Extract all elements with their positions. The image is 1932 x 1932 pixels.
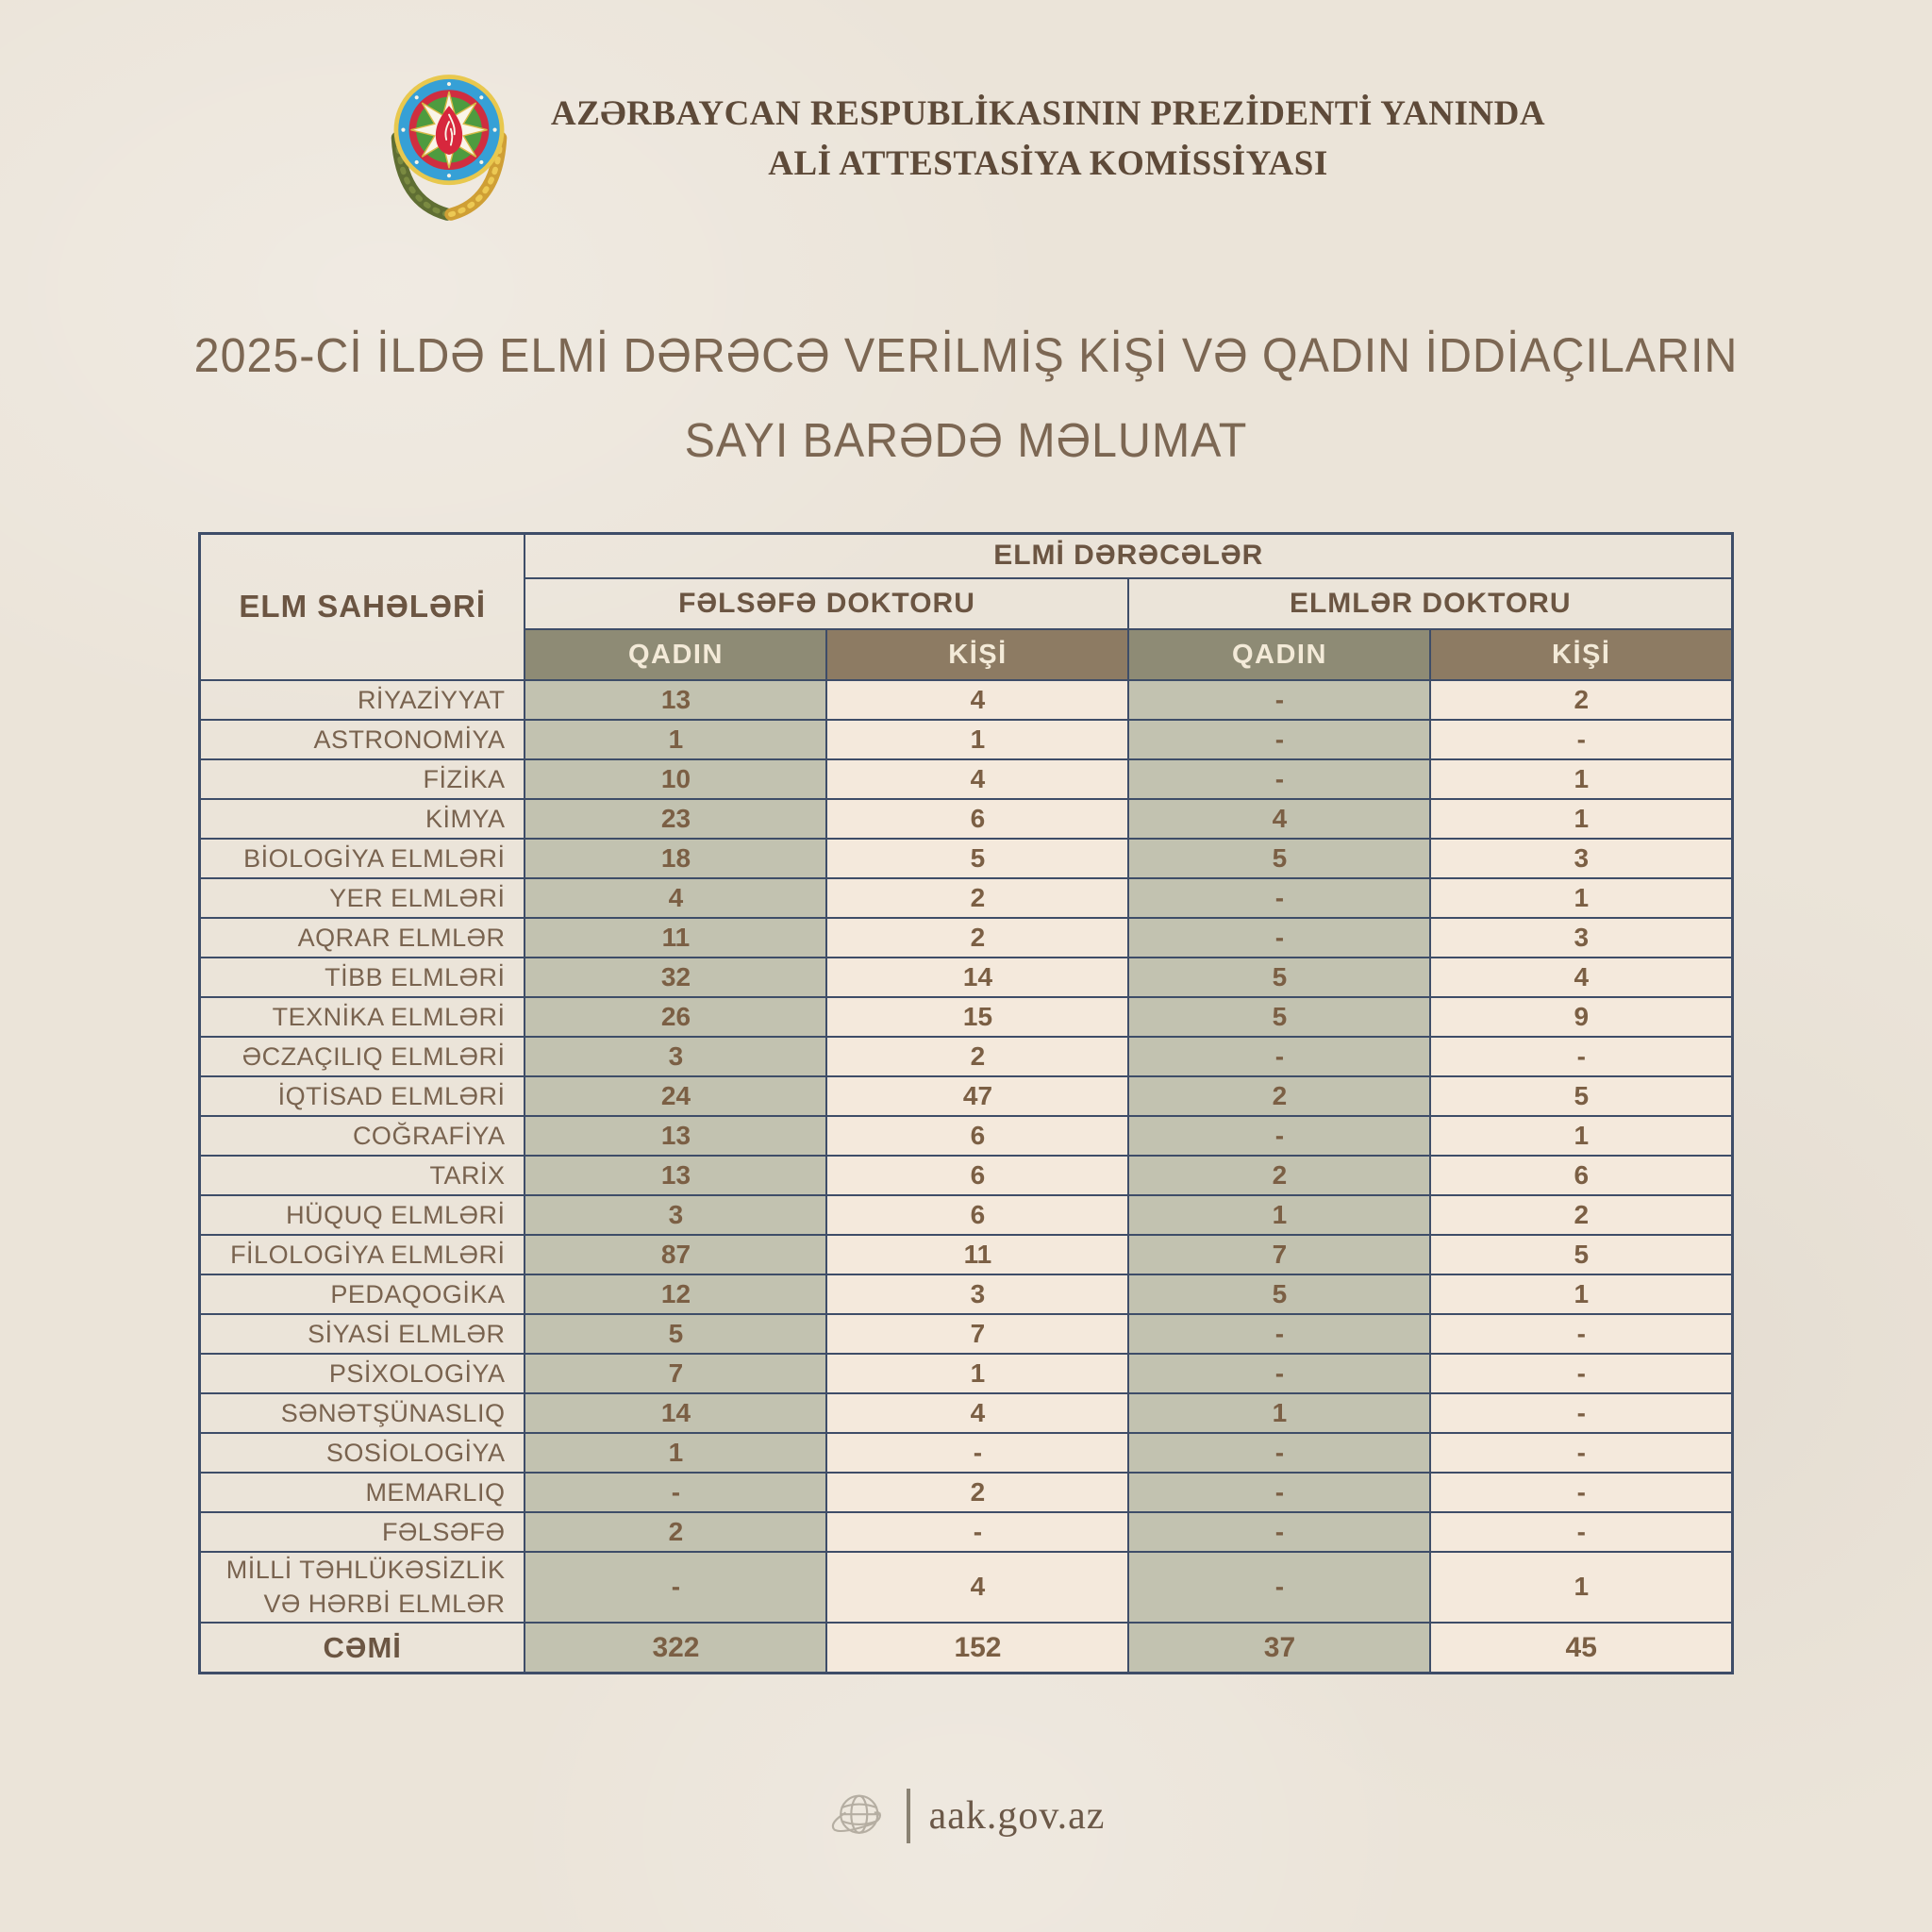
value-cell: 7 <box>1128 1235 1430 1274</box>
value-cell: 1 <box>1430 1552 1732 1623</box>
science-field-label: ASTRONOMİYA <box>199 720 525 759</box>
footer <box>0 1786 1932 1846</box>
table-row <box>199 1037 1732 1076</box>
table-row <box>199 918 1732 958</box>
table-row <box>199 1274 1732 1314</box>
footer-divider <box>907 1789 910 1843</box>
value-cell: 7 <box>525 1354 826 1393</box>
value-cell: 5 <box>1128 1274 1430 1314</box>
table-row <box>199 1076 1732 1116</box>
total-label: CƏMİ <box>199 1623 525 1674</box>
science-field-label: TİBB ELMLƏRİ <box>199 958 525 997</box>
table-row <box>199 1156 1732 1195</box>
title-line1: 2025-Cİ İLDƏ ELMİ DƏRƏCƏ VERİLMİŞ KİŞİ VƏ QADIN İDDİAÇILARIN <box>193 328 1739 382</box>
value-cell: 2 <box>826 1473 1128 1512</box>
table-row <box>199 997 1732 1037</box>
science-field-label: FİLOLOGİYA ELMLƏRİ <box>199 1235 525 1274</box>
table-row <box>199 1473 1732 1512</box>
value-cell: 1 <box>525 1433 826 1473</box>
science-field-label: SİYASİ ELMLƏR <box>199 1314 525 1354</box>
value-cell: 2 <box>1430 680 1732 720</box>
value-cell: 32 <box>525 958 826 997</box>
science-field-label: FƏLSƏFƏ <box>199 1512 525 1552</box>
value-cell: - <box>1128 1314 1430 1354</box>
value-cell: - <box>1128 1037 1430 1076</box>
value-cell: 26 <box>525 997 826 1037</box>
value-cell: - <box>1128 759 1430 799</box>
value-cell: 12 <box>525 1274 826 1314</box>
table-row <box>199 1235 1732 1274</box>
value-cell: 1 <box>826 720 1128 759</box>
value-cell: 11 <box>525 918 826 958</box>
value-cell: - <box>1128 1552 1430 1623</box>
value-cell: 5 <box>1430 1235 1732 1274</box>
table-row <box>199 1354 1732 1393</box>
org-name-line2: ALİ ATTESTASİYA KOMİSSİYASI <box>768 144 1328 183</box>
value-cell: 7 <box>826 1314 1128 1354</box>
table-row <box>199 1314 1732 1354</box>
value-cell: 87 <box>525 1235 826 1274</box>
table-row <box>199 958 1732 997</box>
value-cell: 6 <box>826 1116 1128 1156</box>
value-cell: 18 <box>525 839 826 878</box>
website-url: aak.gov.az <box>928 1794 1106 1839</box>
value-cell: 5 <box>826 839 1128 878</box>
value-cell: 37 <box>1128 1623 1430 1674</box>
value-cell: 24 <box>525 1076 826 1116</box>
science-field-label: AQRAR ELMLƏR <box>199 918 525 958</box>
value-cell: 14 <box>826 958 1128 997</box>
value-cell: 15 <box>826 997 1128 1037</box>
value-cell: 1 <box>1430 759 1732 799</box>
science-field-label: ƏCZAÇILIQ ELMLƏRİ <box>199 1037 525 1076</box>
value-cell: 6 <box>826 799 1128 839</box>
value-cell: 1 <box>1430 799 1732 839</box>
column-header-phd-women: QADIN <box>525 629 826 680</box>
value-cell: 2 <box>826 878 1128 918</box>
value-cell: 5 <box>1128 958 1430 997</box>
science-field-label: KİMYA <box>199 799 525 839</box>
value-cell: 4 <box>826 1393 1128 1433</box>
degrees-table <box>198 532 1734 1675</box>
value-cell: 4 <box>1430 958 1732 997</box>
value-cell: - <box>1430 1037 1732 1076</box>
value-cell: 4 <box>525 878 826 918</box>
value-cell: - <box>525 1552 826 1623</box>
value-cell: 10 <box>525 759 826 799</box>
value-cell: - <box>1430 1354 1732 1393</box>
globe-icon <box>827 1786 888 1846</box>
science-field-label: FİZİKA <box>199 759 525 799</box>
value-cell: - <box>1128 878 1430 918</box>
value-cell: 5 <box>525 1314 826 1354</box>
value-cell: - <box>1430 1433 1732 1473</box>
value-cell: - <box>1128 918 1430 958</box>
value-cell: 13 <box>525 1156 826 1195</box>
value-cell: - <box>1128 680 1430 720</box>
value-cell: 47 <box>826 1076 1128 1116</box>
value-cell: 3 <box>1430 839 1732 878</box>
value-cell: - <box>1430 1393 1732 1433</box>
science-field-label: YER ELMLƏRİ <box>199 878 525 918</box>
value-cell: 5 <box>1128 839 1430 878</box>
value-cell: 2 <box>826 918 1128 958</box>
value-cell: 9 <box>1430 997 1732 1037</box>
value-cell: 322 <box>525 1623 826 1674</box>
science-field-label: PSİXOLOGİYA <box>199 1354 525 1393</box>
value-cell: - <box>1128 1433 1430 1473</box>
value-cell: 2 <box>826 1037 1128 1076</box>
column-header-dsc-women: QADIN <box>1128 629 1430 680</box>
value-cell: - <box>1128 1512 1430 1552</box>
value-cell: 3 <box>525 1037 826 1076</box>
value-cell: - <box>826 1433 1128 1473</box>
science-field-label: TARİX <box>199 1156 525 1195</box>
value-cell: 4 <box>826 1552 1128 1623</box>
table-row <box>199 799 1732 839</box>
table-row <box>199 878 1732 918</box>
value-cell: 13 <box>525 680 826 720</box>
table-row <box>199 1512 1732 1552</box>
value-cell: 3 <box>1430 918 1732 958</box>
value-cell: 4 <box>826 759 1128 799</box>
value-cell: - <box>1128 720 1430 759</box>
value-cell: - <box>1430 1314 1732 1354</box>
value-cell: 14 <box>525 1393 826 1433</box>
value-cell: 1 <box>826 1354 1128 1393</box>
value-cell: 6 <box>1430 1156 1732 1195</box>
value-cell: 4 <box>1128 799 1430 839</box>
value-cell: 5 <box>1430 1076 1732 1116</box>
value-cell: 23 <box>525 799 826 839</box>
science-field-label: İQTİSAD ELMLƏRİ <box>199 1076 525 1116</box>
column-header-phd: FƏLSƏFƏ DOKTORU <box>525 578 1128 629</box>
value-cell: 4 <box>826 680 1128 720</box>
value-cell: 6 <box>826 1156 1128 1195</box>
table-body <box>199 680 1732 1674</box>
value-cell: 2 <box>1128 1156 1430 1195</box>
table-head <box>199 533 1732 680</box>
table-row <box>199 1195 1732 1235</box>
value-cell: - <box>1128 1116 1430 1156</box>
value-cell: 1 <box>525 720 826 759</box>
value-cell: - <box>1430 1512 1732 1552</box>
value-cell: 6 <box>826 1195 1128 1235</box>
value-cell: - <box>1128 1354 1430 1393</box>
table-row <box>199 1116 1732 1156</box>
science-field-label: SOSİOLOGİYA <box>199 1433 525 1473</box>
value-cell: 13 <box>525 1116 826 1156</box>
science-field-label: COĞRAFİYA <box>199 1116 525 1156</box>
title-line2: SAYI BARƏDƏ MƏLUMAT <box>684 412 1248 467</box>
table-row <box>199 680 1732 720</box>
azerbaijan-emblem-icon <box>387 58 511 221</box>
org-name-line1: AZƏRBAYCAN RESPUBLİKASININ PREZİDENTİ YANINDA <box>550 94 1546 134</box>
table-row <box>199 1393 1732 1433</box>
table-row <box>199 720 1732 759</box>
science-field-label: TEXNİKA ELMLƏRİ <box>199 997 525 1037</box>
organization-name <box>551 90 1545 189</box>
value-cell: 2 <box>1128 1076 1430 1116</box>
value-cell: - <box>1430 720 1732 759</box>
science-field-label: RİYAZİYYAT <box>199 680 525 720</box>
column-header-doctor-of-science: ELMLƏR DOKTORU <box>1128 578 1732 629</box>
value-cell: 1 <box>1430 1116 1732 1156</box>
table-row <box>199 839 1732 878</box>
value-cell: 152 <box>826 1623 1128 1674</box>
value-cell: 11 <box>826 1235 1128 1274</box>
value-cell: 3 <box>826 1274 1128 1314</box>
value-cell: 45 <box>1430 1623 1732 1674</box>
value-cell: 2 <box>1430 1195 1732 1235</box>
value-cell: - <box>826 1512 1128 1552</box>
value-cell: 1 <box>1430 878 1732 918</box>
science-field-label: BİOLOGİYA ELMLƏRİ <box>199 839 525 878</box>
table-row <box>199 1433 1732 1473</box>
science-field-label: HÜQUQ ELMLƏRİ <box>199 1195 525 1235</box>
column-header-scientific-degrees: ELMİ DƏRƏCƏLƏR <box>525 533 1732 578</box>
table-container <box>0 532 1932 1675</box>
value-cell: - <box>525 1473 826 1512</box>
table-total-row <box>199 1623 1732 1674</box>
value-cell: 5 <box>1128 997 1430 1037</box>
value-cell: - <box>1128 1473 1430 1512</box>
header <box>0 0 1932 221</box>
science-field-label: MEMARLIQ <box>199 1473 525 1512</box>
science-field-label: MİLLİ TƏHLÜKƏSİZLİK VƏ HƏRBİ ELMLƏR <box>199 1552 525 1623</box>
science-field-label: PEDAQOGİKA <box>199 1274 525 1314</box>
value-cell: 3 <box>525 1195 826 1235</box>
science-field-label: SƏNƏTŞÜNASLIQ <box>199 1393 525 1433</box>
table-row <box>199 1552 1732 1623</box>
value-cell: 1 <box>1430 1274 1732 1314</box>
table-row <box>199 759 1732 799</box>
value-cell: 1 <box>1128 1195 1430 1235</box>
column-header-dsc-men: KİŞİ <box>1430 629 1732 680</box>
column-header-science-fields: ELM SAHƏLƏRİ <box>199 533 525 680</box>
page-title <box>0 313 1932 483</box>
value-cell: 1 <box>1128 1393 1430 1433</box>
value-cell: 2 <box>525 1512 826 1552</box>
column-header-phd-men: KİŞİ <box>826 629 1128 680</box>
value-cell: - <box>1430 1473 1732 1512</box>
